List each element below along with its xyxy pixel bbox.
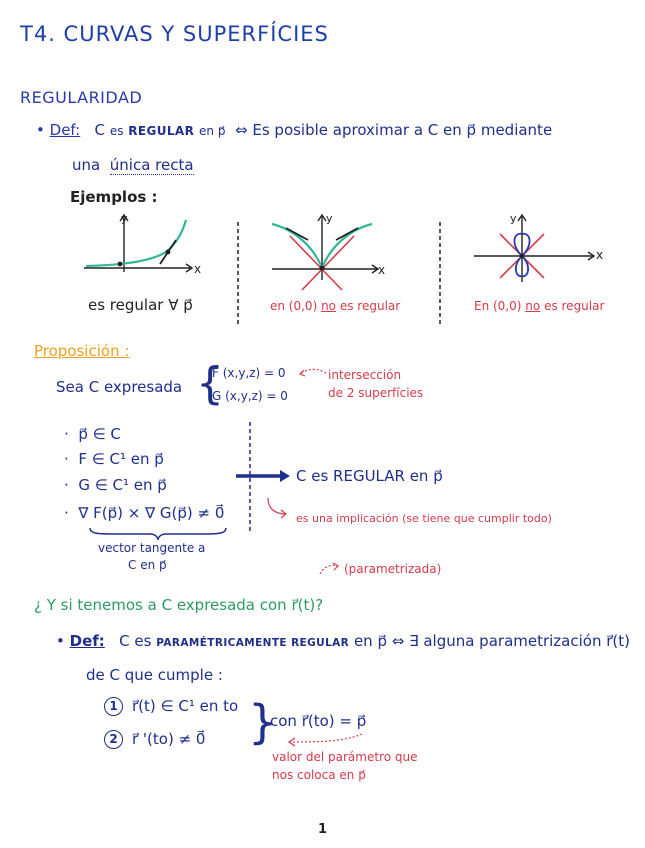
brace-condition: con r⃗(to) = p⃗ bbox=[270, 712, 367, 730]
parametrizada-note: (parametrizada) bbox=[344, 562, 442, 576]
system-brace: { bbox=[196, 358, 224, 409]
unica-recta: única recta bbox=[109, 156, 194, 174]
curve-c: C bbox=[94, 121, 106, 139]
item-number-1: 1 bbox=[104, 697, 123, 716]
iff-symbol: ⇔ bbox=[235, 121, 248, 139]
implication-note: es una implicación (se tiene que cumplir todo) bbox=[296, 512, 552, 525]
question: ¿ Y si tenemos a C expresada con r⃗(t)? bbox=[34, 596, 324, 614]
condition-2: · F ∈ C¹ en p⃗ bbox=[64, 450, 164, 468]
def2-text-2: en p⃗ ⇔ ∃ alguna parametrización r⃗(t) bbox=[353, 632, 630, 650]
sea-c-expresada: Sea C expresada bbox=[56, 378, 183, 396]
una-word: una bbox=[72, 156, 101, 174]
note-arrow bbox=[284, 732, 364, 750]
y-axis-label: y bbox=[121, 212, 128, 225]
x-axis-label: x bbox=[596, 248, 604, 262]
caption-self-intersection bbox=[474, 299, 604, 313]
en-p: en p⃗ bbox=[199, 124, 226, 138]
def1-text: Es posible aproximar a C en p⃗ mediante bbox=[252, 121, 553, 139]
divider bbox=[236, 222, 240, 326]
es-word: es bbox=[109, 124, 124, 138]
caption-no: no bbox=[525, 299, 541, 313]
section-heading: REGULARIDAD bbox=[20, 88, 143, 107]
condition-text: p⃗ ∈ C bbox=[78, 425, 121, 443]
parameter-note: valor del parámetro que bbox=[272, 750, 418, 764]
x-axis-label: x bbox=[194, 262, 202, 276]
equation-f: F (x,y,z) = 0 bbox=[212, 366, 286, 380]
condition-text: F ∈ C¹ en p⃗ bbox=[78, 450, 164, 468]
definition-1-line2 bbox=[72, 156, 194, 174]
caption-text: es regular bbox=[544, 299, 605, 313]
equation-g: G (x,y,z) = 0 bbox=[212, 389, 288, 403]
intersection-note: intersección bbox=[328, 368, 402, 382]
bullet: • bbox=[56, 632, 65, 650]
caption-no: no bbox=[321, 299, 337, 313]
caption-point: En (0,0) bbox=[474, 299, 522, 313]
caption-regular: es regular ∀ p⃗ bbox=[88, 296, 193, 314]
caption-text: es regular bbox=[339, 299, 401, 313]
parametric-regular-word: PARAMÉTRICAMENTE REGULAR bbox=[156, 637, 350, 649]
intersection-note-2: de 2 superfícies bbox=[328, 386, 424, 400]
condition-3: · G ∈ C¹ en p⃗ bbox=[64, 476, 167, 494]
regular-word: REGULAR bbox=[128, 124, 195, 138]
conclusion: C es REGULAR en p⃗ bbox=[296, 467, 443, 485]
condition-text: G ∈ C¹ en p⃗ bbox=[78, 476, 167, 494]
condition-1: · p⃗ ∈ C bbox=[64, 425, 121, 443]
caption-cusp bbox=[270, 299, 400, 313]
graph-regular bbox=[80, 212, 210, 282]
examples-label: Ejemplos : bbox=[70, 188, 158, 206]
graph-self-intersection bbox=[470, 212, 600, 286]
definition-1 bbox=[36, 121, 552, 139]
item-number-2: 2 bbox=[104, 730, 123, 749]
y-axis-label: y bbox=[326, 212, 333, 225]
underbrace bbox=[88, 526, 228, 542]
parameter-note-2: nos coloca en p⃗ bbox=[272, 768, 366, 782]
condition-item-1: r⃗(t) ∈ C¹ en to bbox=[132, 697, 239, 715]
tangent-note: vector tangente a bbox=[98, 541, 206, 555]
note-arrow bbox=[266, 496, 290, 520]
divider bbox=[438, 222, 442, 326]
bullet: • bbox=[36, 121, 45, 139]
definition-2 bbox=[56, 632, 630, 650]
proposition-heading: Proposición : bbox=[34, 342, 130, 360]
caption-point: en (0,0) bbox=[270, 299, 318, 313]
note-arrow bbox=[298, 366, 328, 380]
def-label: Def: bbox=[49, 121, 81, 139]
def-label: Def: bbox=[69, 632, 105, 650]
def2-text: C es bbox=[119, 632, 152, 650]
condition-text: ∇ F(p⃗) × ∇ G(p⃗) ≠ 0⃗ bbox=[78, 504, 225, 522]
definition-2-line2: de C que cumple : bbox=[86, 666, 223, 684]
x-axis-label: x bbox=[378, 263, 386, 277]
condition-4: · ∇ F(p⃗) × ∇ G(p⃗) ≠ 0⃗ bbox=[64, 504, 225, 522]
closing-brace: } bbox=[248, 695, 278, 749]
tangent-note-2: C en p⃗ bbox=[128, 558, 167, 572]
page-number: 1 bbox=[318, 822, 328, 837]
note-arrow bbox=[318, 562, 342, 576]
condition-item-2: r⃗ '(to) ≠ 0⃗ bbox=[132, 730, 206, 748]
y-axis-label: y bbox=[510, 212, 517, 225]
implies-arrow bbox=[234, 468, 292, 484]
page-title: T4. CURVAS Y SUPERFÍCIES bbox=[20, 22, 329, 46]
